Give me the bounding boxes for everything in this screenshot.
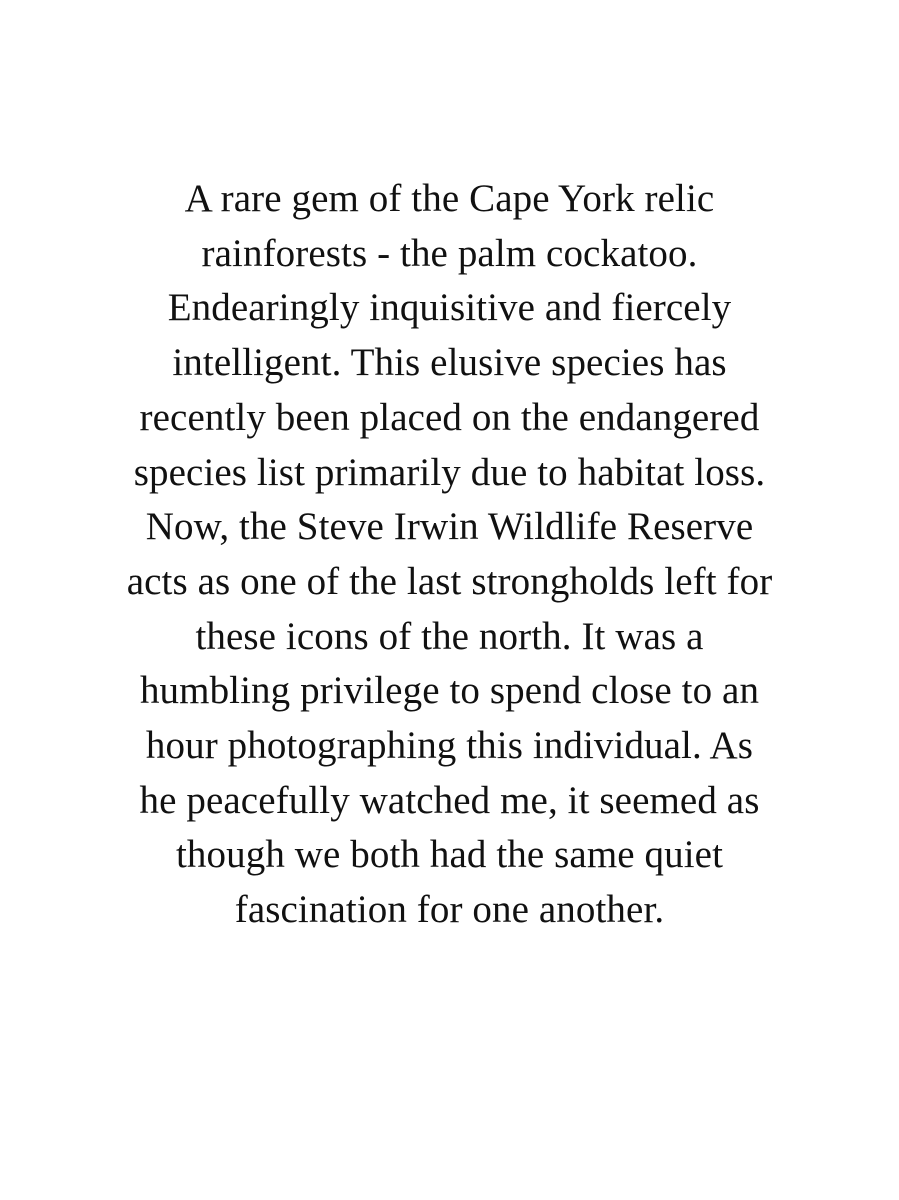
caption-line: intelligent. This elusive species has [172,341,727,385]
caption-line: though we both had the same quiet [175,833,723,877]
caption-line: species list primarily due to habitat loss. [133,450,766,494]
caption-line: rainforests - the palm cockatoo. [201,231,698,275]
caption-line: fascination for one another. [234,888,665,932]
caption-line: these icons of the north. It was a [195,614,704,658]
caption-line: acts as one of the last strongholds left for [126,559,773,603]
caption-line: Endearingly inquisitive and fiercely [167,286,732,330]
caption-line: A rare gem of the Cape York relic [184,177,715,220]
caption-line: recently been placed on the endangered [139,395,760,439]
caption-line: hour photographing this individual. As [145,724,754,768]
caption-line: he peacefully watched me, it seemed as [139,778,760,822]
caption-line: Now, the Steve Irwin Wildlife Reserve [145,505,754,549]
caption-text [40,172,859,938]
caption-line: humbling privilege to spend close to an [139,669,760,713]
